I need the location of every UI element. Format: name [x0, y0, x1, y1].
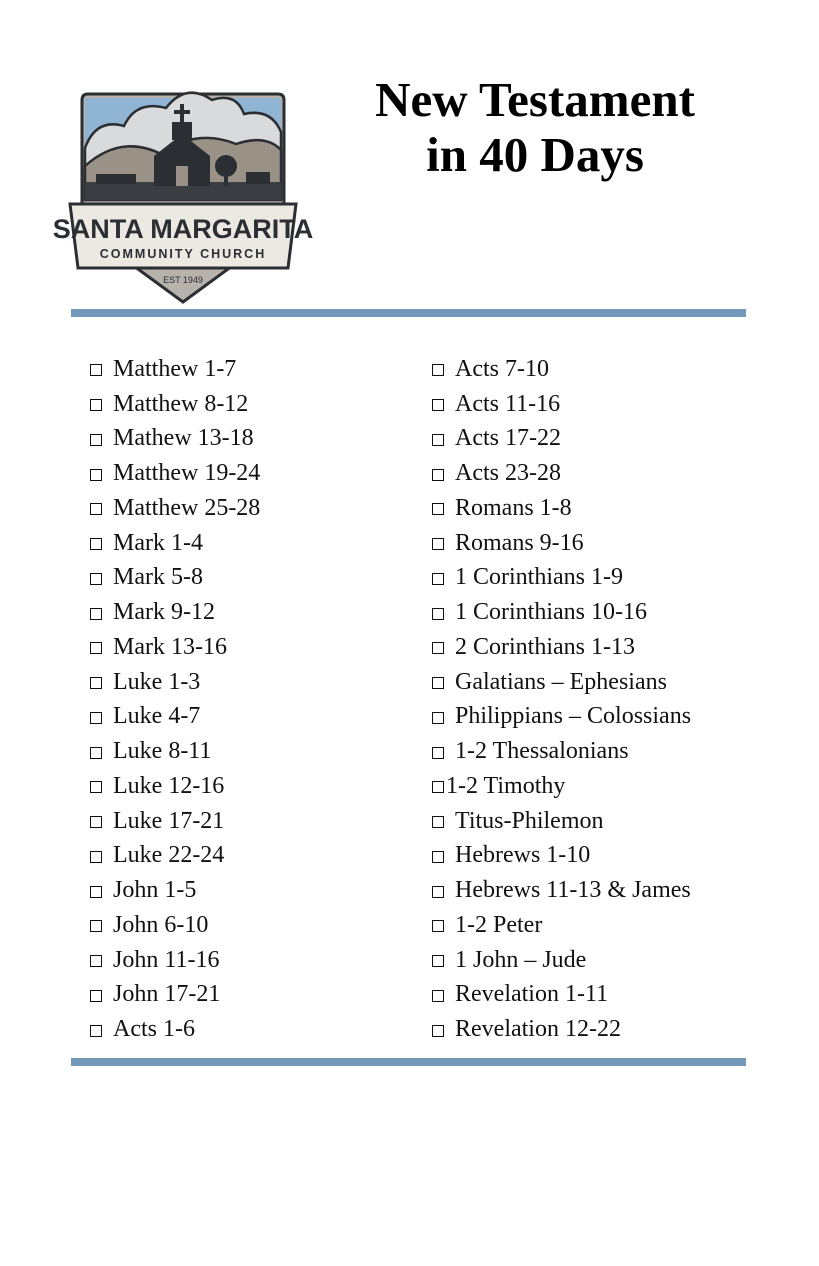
empty-checkbox-icon[interactable] [90, 677, 102, 689]
reading-item[interactable] [432, 700, 691, 735]
reading-label: Revelation 12-22 [455, 1016, 621, 1043]
empty-checkbox-icon[interactable] [90, 642, 102, 654]
church-logo [52, 78, 314, 308]
reading-item[interactable] [90, 387, 260, 422]
reading-item[interactable] [432, 804, 691, 839]
reading-item[interactable] [90, 422, 260, 457]
empty-checkbox-icon[interactable] [432, 642, 444, 654]
reading-label: Luke 12-16 [113, 772, 225, 799]
reading-label: Matthew 8-12 [113, 390, 249, 417]
reading-item[interactable] [90, 873, 260, 908]
empty-checkbox-icon[interactable] [432, 920, 444, 932]
empty-checkbox-icon[interactable] [90, 990, 102, 1002]
reading-label: 1 Corinthians 1-9 [455, 564, 623, 591]
logo-church-subtitle: COMMUNITY CHURCH [99, 247, 267, 261]
reading-item[interactable] [432, 908, 691, 943]
reading-item[interactable] [90, 769, 260, 804]
bottom-divider [71, 1058, 746, 1066]
logo-church-door [176, 166, 188, 186]
reading-label: 1-2 Thessalonians [455, 738, 629, 765]
reading-item[interactable] [90, 804, 260, 839]
empty-checkbox-icon[interactable] [90, 434, 102, 446]
empty-checkbox-icon[interactable] [432, 608, 444, 620]
top-divider [71, 309, 746, 317]
church-logo-icon [52, 78, 314, 308]
reading-label: Titus-Philemon [455, 807, 604, 834]
empty-checkbox-icon[interactable] [432, 503, 444, 515]
reading-label: Luke 1-3 [113, 668, 201, 695]
empty-checkbox-icon[interactable] [90, 503, 102, 515]
reading-item[interactable] [432, 595, 691, 630]
reading-item[interactable] [432, 978, 691, 1013]
reading-item[interactable] [432, 456, 691, 491]
title-line-1: New Testament [375, 72, 695, 127]
logo-tree [215, 155, 237, 177]
empty-checkbox-icon[interactable] [90, 747, 102, 759]
empty-checkbox-icon[interactable] [90, 364, 102, 376]
reading-item[interactable] [432, 630, 691, 665]
reading-label: Philippians – Colossians [455, 703, 692, 730]
reading-label: Acts 23-28 [455, 460, 561, 487]
reading-label: 1-2 Timothy [446, 772, 566, 799]
reading-label: 1-2 Peter [455, 911, 543, 938]
reading-item[interactable] [90, 630, 260, 665]
empty-checkbox-icon[interactable] [432, 399, 444, 411]
reading-item[interactable] [432, 422, 691, 457]
empty-checkbox-icon[interactable] [90, 886, 102, 898]
empty-checkbox-icon[interactable] [432, 364, 444, 376]
empty-checkbox-icon[interactable] [432, 573, 444, 585]
logo-steeple [172, 122, 192, 140]
reading-label: Matthew 25-28 [113, 494, 261, 521]
reading-item[interactable] [90, 734, 260, 769]
reading-list-left [90, 352, 260, 1047]
reading-item[interactable] [432, 943, 691, 978]
empty-checkbox-icon[interactable] [432, 434, 444, 446]
empty-checkbox-icon[interactable] [432, 469, 444, 481]
empty-checkbox-icon[interactable] [90, 851, 102, 863]
reading-label: Luke 4-7 [113, 703, 201, 730]
reading-label: Acts 11-16 [455, 390, 561, 417]
empty-checkbox-icon[interactable] [432, 851, 444, 863]
empty-checkbox-icon[interactable] [90, 538, 102, 550]
reading-item[interactable] [90, 491, 260, 526]
empty-checkbox-icon[interactable] [432, 816, 444, 828]
reading-label: Acts 7-10 [455, 355, 549, 382]
reading-label: 1 John – Jude [455, 946, 587, 973]
reading-item[interactable] [90, 352, 260, 387]
empty-checkbox-icon[interactable] [90, 920, 102, 932]
reading-item[interactable] [432, 839, 691, 874]
empty-checkbox-icon[interactable] [432, 712, 444, 724]
reading-label: Romans 1-8 [455, 494, 572, 521]
reading-list-right [432, 352, 691, 1047]
logo-fence [96, 174, 136, 184]
empty-checkbox-icon[interactable] [432, 538, 444, 550]
reading-label: Mark 13-16 [113, 633, 227, 660]
reading-item[interactable] [90, 526, 260, 561]
reading-item[interactable] [432, 1012, 691, 1047]
reading-item[interactable] [432, 352, 691, 387]
reading-label: Matthew 19-24 [113, 460, 261, 487]
empty-checkbox-icon[interactable] [90, 399, 102, 411]
logo-tree-trunk [224, 174, 228, 186]
reading-label: Luke 8-11 [113, 738, 212, 765]
reading-item[interactable] [90, 561, 260, 596]
reading-label: 1 Corinthians 10-16 [455, 599, 647, 626]
reading-item[interactable] [90, 456, 260, 491]
reading-label: Luke 22-24 [113, 842, 225, 869]
reading-label: Acts 1-6 [113, 1016, 195, 1043]
empty-checkbox-icon[interactable] [90, 608, 102, 620]
reading-item[interactable] [432, 561, 691, 596]
reading-item[interactable] [90, 700, 260, 735]
reading-label: Mark 5-8 [113, 564, 203, 591]
reading-label: Mark 1-4 [113, 529, 203, 556]
logo-church-name: SANTA MARGARITA [52, 214, 314, 244]
logo-house [246, 172, 270, 184]
empty-checkbox-icon[interactable] [90, 712, 102, 724]
empty-checkbox-icon[interactable] [90, 955, 102, 967]
reading-item[interactable] [432, 734, 691, 769]
reading-item[interactable] [432, 491, 691, 526]
reading-item[interactable] [90, 839, 260, 874]
empty-checkbox-icon[interactable] [432, 1025, 444, 1037]
reading-item[interactable] [90, 978, 260, 1013]
reading-item[interactable] [90, 595, 260, 630]
reading-item[interactable] [90, 1012, 260, 1047]
empty-checkbox-icon[interactable] [432, 677, 444, 689]
reading-label: Acts 17-22 [455, 425, 561, 452]
empty-checkbox-icon[interactable] [90, 781, 102, 793]
reading-label: Luke 17-21 [113, 807, 225, 834]
reading-label: Romans 9-16 [455, 529, 584, 556]
reading-label: Galatians – Ephesians [455, 668, 667, 695]
reading-label: Hebrews 1-10 [455, 842, 591, 869]
empty-checkbox-icon[interactable] [90, 1025, 102, 1037]
reading-label: John 17-21 [113, 981, 221, 1008]
empty-checkbox-icon[interactable] [432, 781, 444, 793]
empty-checkbox-icon[interactable] [90, 816, 102, 828]
logo-cross-horizontal [174, 110, 190, 114]
reading-item[interactable] [432, 873, 691, 908]
reading-item[interactable] [432, 387, 691, 422]
reading-item[interactable] [432, 665, 691, 700]
reading-item[interactable] [90, 665, 260, 700]
reading-item[interactable] [432, 769, 691, 804]
reading-label: 2 Corinthians 1-13 [455, 633, 635, 660]
empty-checkbox-icon[interactable] [90, 573, 102, 585]
reading-label: Revelation 1-11 [455, 981, 609, 1008]
empty-checkbox-icon[interactable] [432, 990, 444, 1002]
reading-label: Hebrews 11-13 & James [455, 877, 691, 904]
empty-checkbox-icon[interactable] [432, 747, 444, 759]
reading-item[interactable] [432, 526, 691, 561]
reading-label: John 6-10 [113, 911, 209, 938]
empty-checkbox-icon[interactable] [432, 955, 444, 967]
reading-label: John 11-16 [113, 946, 220, 973]
reading-label: John 1-5 [113, 877, 197, 904]
logo-established: EST 1949 [163, 275, 203, 285]
reading-item[interactable] [90, 943, 260, 978]
empty-checkbox-icon[interactable] [432, 886, 444, 898]
reading-item[interactable] [90, 908, 260, 943]
title-line-2: in 40 Days [426, 127, 644, 182]
empty-checkbox-icon[interactable] [90, 469, 102, 481]
reading-label: Mathew 13-18 [113, 425, 254, 452]
page-title [330, 72, 740, 182]
reading-label: Matthew 1-7 [113, 355, 237, 382]
reading-label: Mark 9-12 [113, 599, 215, 626]
